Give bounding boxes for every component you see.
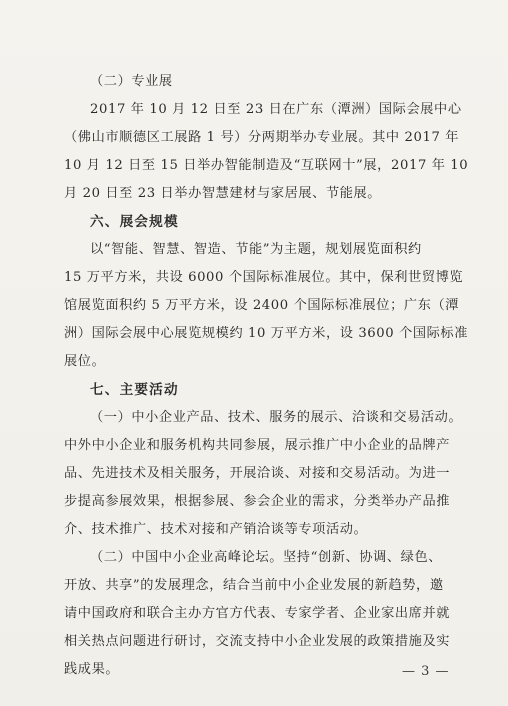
subheading-professional-exhibition: （二）专业展 xyxy=(90,74,173,89)
paragraph-line: 请中国政府和联合主办方官方代表、专家学者、企业家出席并就 xyxy=(64,606,451,621)
paragraph-line: 中外中小企业和服务机构共同参展，展示推广中小企业的品牌产 xyxy=(64,438,451,453)
paragraph-line: （佛山市顺德区工展路 1 号）分两期举办专业展。其中 2017 年 xyxy=(64,130,460,145)
paragraph-line: 10 月 12 日至 15 日举办智能制造及“互联网十”展，2017 年 10 xyxy=(64,158,469,173)
page-number: — 3 — xyxy=(402,664,450,679)
paragraph-line: 践成果。 xyxy=(64,662,120,677)
paragraph-line: 洲）国际会展中心展览规模约 10 万平方米，设 3600 个国际标准 xyxy=(64,326,469,341)
paragraph-line: 以“智能、智慧、智造、节能”为主题，规划展览面积约 xyxy=(90,242,422,257)
paragraph-line: 月 20 日至 23 日举办智慧建材与家居展、节能展。 xyxy=(64,186,382,201)
paragraph-line: 相关热点问题进行研讨，交流支持中小企业发展的政策措施及实 xyxy=(64,634,451,649)
paragraph-line: 步提高参展效果，根据参展、参会企业的需求，分类举办产品推 xyxy=(64,494,451,509)
paragraph-line: 15 万平方米，共设 6000 个国际标准展位。其中，保利世贸博览 xyxy=(64,270,464,285)
paragraph-line: （一）中小企业产品、技术、服务的展示、洽谈和交易活动。 xyxy=(90,410,463,425)
paragraph-line: 品、先进技术及相关服务，开展洽谈、对接和交易活动。为进一 xyxy=(64,466,451,481)
paragraph-line: （二）中国中小企业高峰论坛。坚持“创新、协调、绿色、 xyxy=(90,550,443,565)
paragraph-line: 馆展览面积约 5 万平方米，设 2400 个国际标准展位；广东（潭 xyxy=(64,298,460,313)
paragraph-line: 介、技术推广、技术对接和产销洽谈等专项活动。 xyxy=(64,522,368,537)
section-heading-main-activities: 七、主要活动 xyxy=(90,382,179,398)
paragraph-line: 开放、共享”的发展理念，结合当前中小企业发展的新趋势，邀 xyxy=(64,578,444,593)
paragraph-line: 2017 年 10 月 12 日至 23 日在广东（潭洲）国际会展中心 xyxy=(90,102,462,117)
paragraph-line: 展位。 xyxy=(64,354,106,369)
section-heading-exhibition-scale: 六、展会规模 xyxy=(90,214,179,230)
